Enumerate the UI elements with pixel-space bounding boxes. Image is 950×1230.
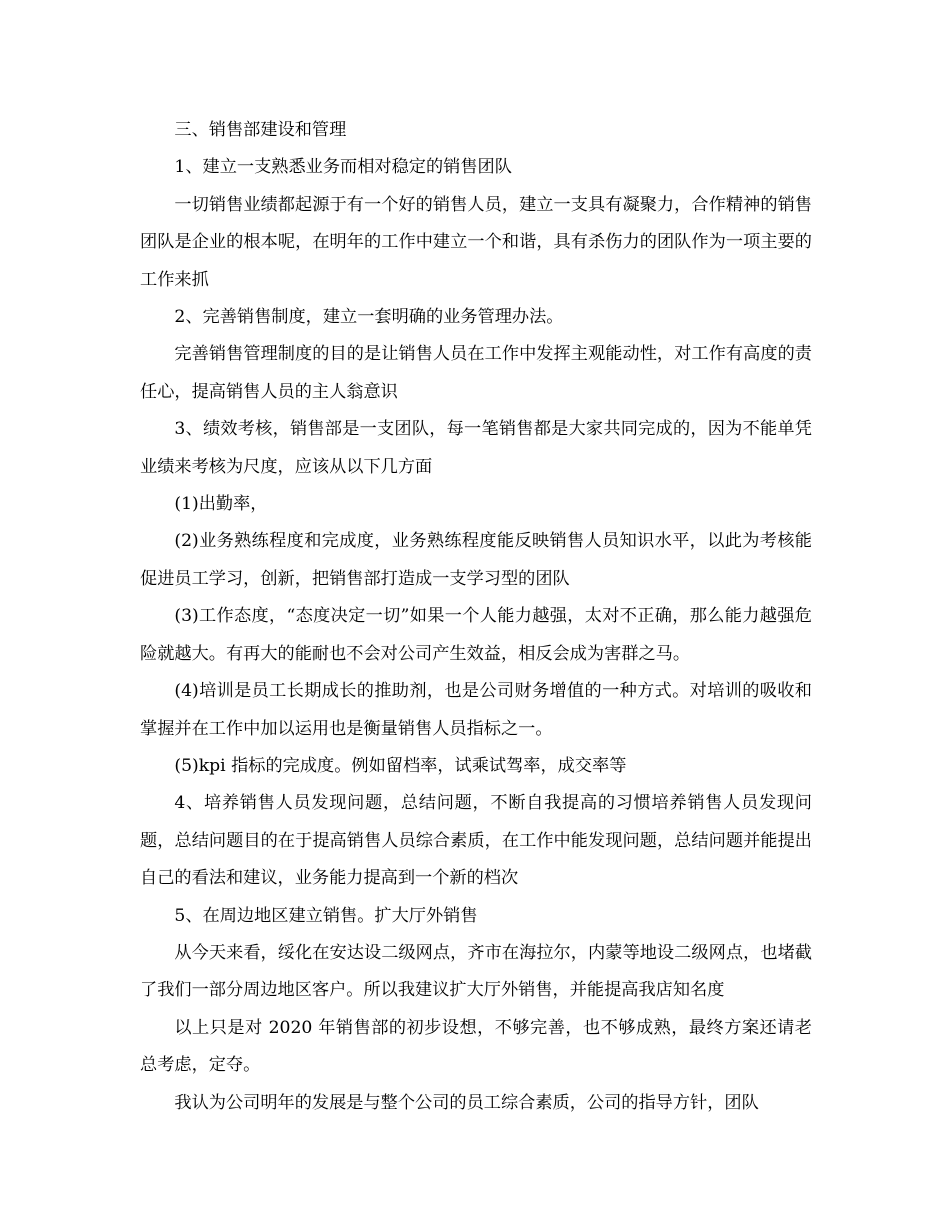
subheading-team: 1、建立一支熟悉业务而相对稳定的销售团队	[174, 157, 512, 178]
document-body	[140, 112, 812, 1122]
subheading-regional-sales: 5、在周边地区建立销售。扩大厅外销售	[174, 905, 478, 926]
body-paragraph: 以上只是对 2020 年销售部的初步设想，不够完善，也不够成熟，最终方案还请老总考虑，定夺。	[140, 1017, 812, 1076]
section-heading: 三、销售部建设和管理	[174, 120, 347, 140]
list-item: (3)工作态度，“态度决定一切”如果一个人能力越强，太对不正确，那么能力越强危险就越大。有再大的能耐也不会对公司产生效益，相反会成为害群之马。	[140, 606, 812, 664]
body-paragraph: 完善销售管理制度的目的是让销售人员在工作中发挥主观能动性，对工作有高度的责任心，提高销售人员的主人翁意识	[140, 344, 812, 402]
list-item: (5)kpi 指标的完成度。例如留档率，试乘试驾率，成交率等	[174, 755, 627, 776]
subheading-assessment: 3、绩效考核，销售部是一支团队，每一笔销售都是大家共同完成的，因为不能单凭业绩来考核为尺度，应该从以下几方面	[140, 419, 812, 477]
list-item: (1)出勤率，	[174, 494, 268, 515]
body-paragraph: 从今天来看，绥化在安达设二级网点，齐市在海拉尔，内蒙等地设二级网点，也堵截了我们一部分周边地区客户。所以我建议扩大厅外销售，并能提高我店知名度	[140, 942, 812, 1001]
body-paragraph: 一切销售业绩都起源于有一个好的销售人员，建立一支具有凝聚力，合作精神的销售团队是企业的根本呢，在明年的工作中建立一个和谐，具有杀伤力的团队作为一项主要的工作来抓	[140, 194, 812, 290]
subheading-system: 2、完善销售制度，建立一套明确的业务管理办法。	[174, 307, 564, 328]
list-item: (4)培训是员工长期成长的推助剂，也是公司财务增值的一种方式。对培训的吸收和掌握并在工作中加以运用也是衡量销售人员指标之一。	[140, 681, 812, 739]
list-item: (2)业务熟练程度和完成度，业务熟练程度能反映销售人员知识水平，以此为考核能促进员工学习，创新，把销售部打造成一支学习型的团队	[140, 531, 812, 589]
subheading-training: 4、培养销售人员发现问题，总结问题，不断自我提高的习惯培养销售人员发现问题，总结问题目的在于提高销售人员综合素质，在工作中能发现问题，总结问题并能提出自己的看法和建议，业务能力提高到一个新的档次	[140, 793, 812, 889]
body-paragraph: 我认为公司明年的发展是与整个公司的员工综合素质，公司的指导方针，团队	[174, 1092, 759, 1113]
